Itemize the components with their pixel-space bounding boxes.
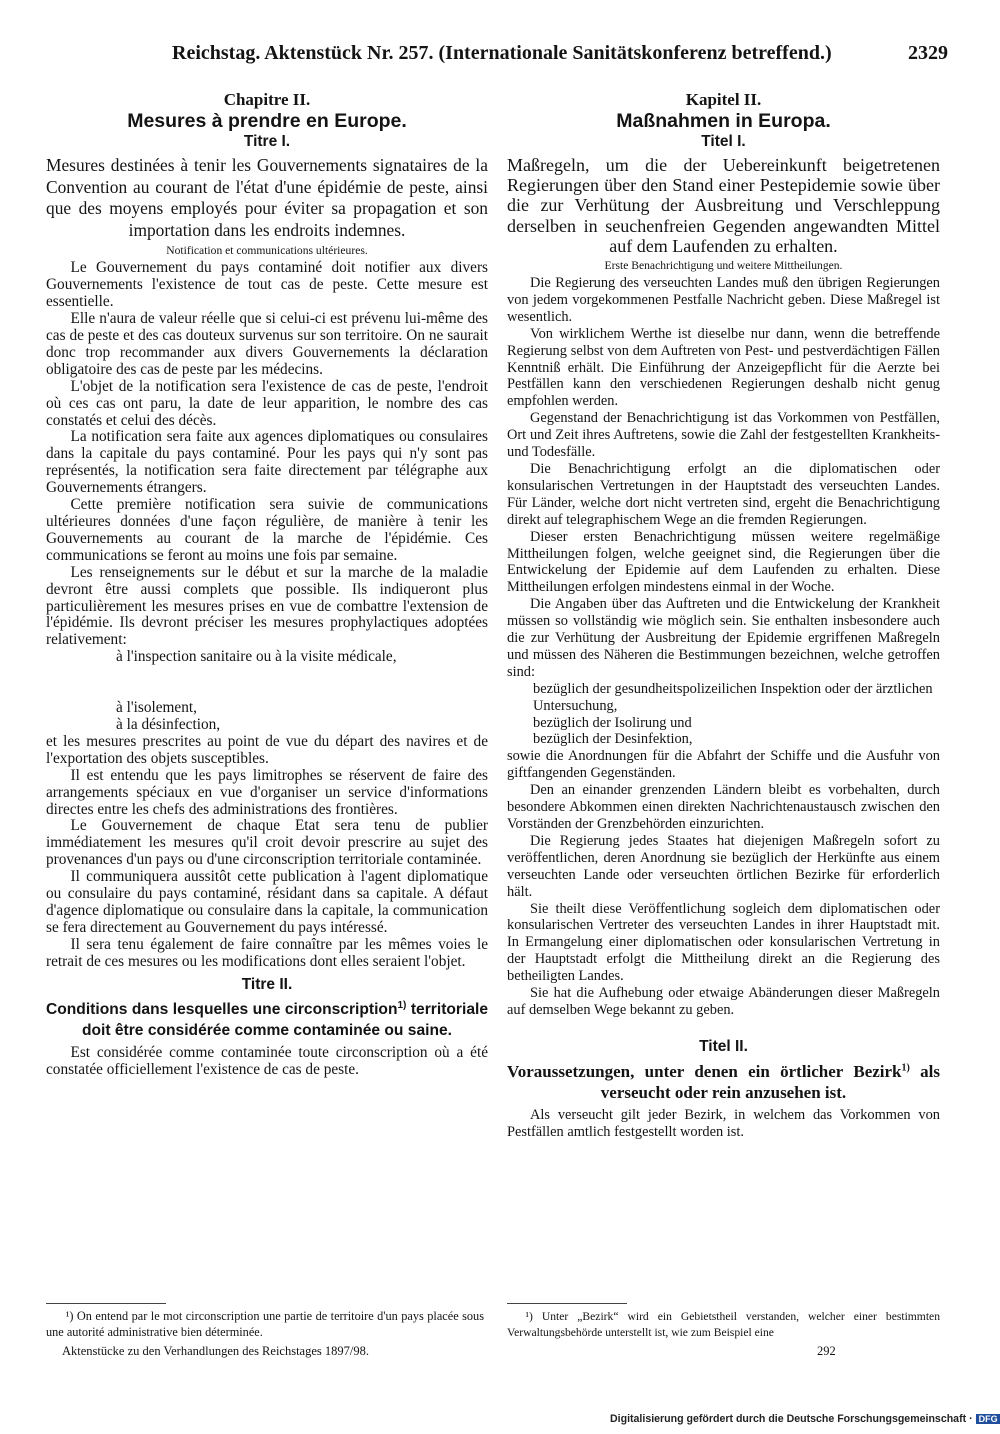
titre-description: Maßregeln, um die der Uebereinkunft beigetretenen Regierungen über den Stand einer Pestepidemie sowie über die zur Verhütung der Ausbreitung und Verschleppung derselben in seuchenfreien Gegenden angewandten Mittel auf dem Laufenden zu erhalten. (507, 155, 940, 256)
titre-description: Conditions dans lesquelles une circonscription$^{1)}$ territoriale doit être considérée comme contaminée ou saine. (46, 999, 488, 1039)
subheading: Erste Benachrichtigung und weitere Mittheilungen. (604, 259, 843, 273)
dfg-logo-icon: DFG (976, 1414, 1000, 1424)
paragraph: Elle n'aura de valeur réelle que si celui-ci est prévenu lui-même des cas de peste et des cas douteux survenus sur son territoire. On ne saurait donc trop recommander aux divers Gouvernements la déclaration obligatoire des cas de peste par les médecins. (46, 310, 488, 378)
list-item: à l'isolement, (116, 699, 197, 717)
list-item: bezüglich der Isolirung und (533, 714, 692, 731)
page-number: 2329 (908, 42, 948, 64)
paragraph: Est considérée comme contaminée toute circonscription où a été constatée officiellement l'existence de cas de peste. (46, 1043, 488, 1078)
paragraph: Cette première notification sera suivie de communications ultérieures données d'une façon régulière, de manière à tenir les Gouvernements au courant de la marche de l'épidémie. Ces communications se feront au moins une fois par semaine. (46, 496, 488, 564)
paragraph: Il sera tenu également de faire connaître par les mêmes voies le retrait de ces mesures ou les modifications dont elles seraient l'objet. (46, 935, 488, 970)
running-header (40, 42, 960, 68)
page-footer-left: Aktenstücke zu den Verhandlungen des Reichstages 1897/98. (62, 1344, 369, 1358)
titre-description: Mesures destinées à tenir les Gouvernements signataires de la Convention au courant de l'état d'une épidémie de peste, ainsi que des moyens employés pour éviter sa propagation et son importation dans les endroits indemnes. (46, 155, 488, 240)
paragraph: et les mesures prescrites au point de vue du départ des navires et de l'exportation des objets susceptibles. (46, 732, 488, 767)
list-item: à l'inspection sanitaire ou à la visite médicale, (116, 648, 397, 666)
paragraph: sowie die Anordnungen für die Abfahrt der Schiffe und die Ausfuhr von giftfangenden Gegenständen. (507, 748, 940, 782)
subheading: Notification et communications ultérieures. (166, 244, 368, 258)
titre-heading: Titre I. (243, 133, 291, 150)
paragraph: Sie theilt diese Veröffentlichung sogleich dem diplomatischen oder konsularischen Vertreter des verseuchten Landes in ihrer Hauptstadt mit. In Ermangelung einer diplomatischen oder konsularischen Vertretung in der Hauptstadt erfolgt die Mittheilung direkt an die Regierung des betheiligten Landes. (507, 900, 940, 985)
paragraph: Von wirklichem Werthe ist dieselbe nur dann, wenn die betreffende Regierung selbst von dem Auftreten von Pest- und pestverdächtigen Fällen Kenntniß erhält. Die Einführung der Anzeigepflicht für die Aerzte bei Pestfällen kann den verschiedenen Regierungen deshalb nicht genug empfohlen werden. (507, 325, 940, 410)
paragraph: Sie hat die Aufhebung oder etwaige Abänderungen dieser Maßregeln auf demselben Wege bekannt zu geben. (507, 985, 940, 1018)
page-footer-number: 292 (817, 1344, 836, 1358)
titre-heading: Titre II. (241, 975, 293, 993)
paragraph: Dieser ersten Benachrichtigung müssen weitere regelmäßige Mittheilungen folgen, welche geeignet sind, die Regierungen über die Entwickelung der Epidemie auf dem Laufenden zu erhalten. Diese Mittheilungen erfolgen mindestens einmal in der Woche. (507, 528, 940, 596)
paragraph: Le Gouvernement de chaque Etat sera tenu de publier immédiatement les mesures qu'il croit devoir prescrire au sujet des provenances d'un pays ou d'une circonscription territoriale contaminée. (46, 817, 488, 869)
paragraph: Gegenstand der Benachrichtigung ist das Vorkommen von Pestfällen, Ort und Zeit ihres Auftretens, sowie die Zahl der festgestellten Krankheits- und Todesfälle. (507, 410, 940, 461)
paragraph: Die Benachrichtigung erfolgt an die diplomatischen oder konsularischen Vertretungen in der Hauptstadt des verseuchten Landes. Für Länder, welche dort nicht vertreten sind, ergeht die Benachrichtigung direkt auf telegraphischem Wege an die fremden Regierungen. (507, 460, 940, 528)
section-heading: Maßnahmen in Europa. (616, 110, 831, 132)
running-title: Reichstag. Aktenstück Nr. 257. (Internationale Sanitätskonferenz betreffend.) (172, 42, 832, 64)
footnote: ¹) On entend par le mot circonscription une partie de territoire d'un pays placée sous une autorité administrative bien déterminée. (46, 1309, 484, 1339)
digitization-text: Digitalisierung gefördert durch die Deutsche Forschungsgemeinschaft · (610, 1413, 973, 1425)
paragraph: Die Angaben über das Auftreten und die Entwickelung der Krankheit müssen so vollständig wie möglich sein. Sie enthalten insbesondere auch die zur Verhütung der Ausbreitung der Epidemie ergriffenen Maßregeln und müssen des Näheren die Bestimmungen bezeichnen, welche getroffen sind: (507, 596, 940, 680)
paragraph: Il communiquera aussitôt cette publication à l'agent diplomatique ou consulaire du pays contaminé, résidant dans sa capitale. A défaut d'agence diplomatique ou consulaire dans la capitale, la communication se fera directement au Gouvernement du pays intéressé. (46, 868, 488, 936)
chapter-heading: Kapitel II. (685, 90, 762, 109)
paragraph: Les renseignements sur le début et sur la marche de la maladie devront être aussi complets que possible. Ils indiqueront plus particulièrement les mesures prises en vue de combattre l'extension de l'épidémie. Ils devront préciser les mesures prophylactiques adoptées relativement: (46, 563, 488, 649)
footnote: ¹) Unter „Bezirk“ wird ein Gebietstheil verstanden, welcher einer bestimmten Verwaltungsbehörde unterstellt ist, wie zum Beispiel eine (507, 1310, 940, 1339)
paragraph: Il est entendu que les pays limitrophes se réservent de faire des arrangements spéciaux en vue d'organiser un service d'informations directes entre les chefs des administrations des frontières. (46, 766, 488, 818)
paragraph: Den an einander grenzenden Ländern bleibt es vorbehalten, durch besondere Abkommen einen direkten Nachrichtenaustausch zwischen den Vorständen der Grenzbehörden einzurichten. (507, 782, 940, 833)
paragraph: Die Regierung des verseuchten Landes muß den übrigen Regierungen von jedem vorgekommenen Pestfalle Nachricht geben. Diese Maßregel ist wesentlich. (507, 275, 940, 325)
footnote-rule (46, 1303, 166, 1304)
footnote-rule (507, 1303, 627, 1304)
titre-heading: Titel I. (701, 133, 746, 150)
digitization-credit (610, 1413, 1000, 1425)
titre-description: Voraussetzungen, unter denen ein örtlicher Bezirk$^{1)}$ als verseucht oder rein anzusehen ist. (507, 1061, 940, 1102)
list-item: à la désinfection, (116, 716, 221, 734)
list-item: bezüglich der gesundheitspolizeilichen Inspektion oder der ärztlichen Untersuchung, (533, 680, 933, 714)
titre-heading: Titel II. (699, 1037, 748, 1055)
paragraph: L'objet de la notification sera l'existence de cas de peste, l'endroit où ces cas ont paru, la date de leur apparition, le nombre des cas constatés et celui des décès. (46, 377, 488, 429)
paragraph: Die Regierung jedes Staates hat diejenigen Maßregeln sofort zu veröffentlichen, deren Anordnung sie bezüglich der Herkünfte aus einem verseuchten Lande oder verseuchten örtlichen Bezirke für erforderlich hält. (507, 832, 940, 900)
left-column-french (46, 90, 488, 1078)
chapter-heading: Chapitre II. (223, 90, 311, 109)
spacer (46, 666, 488, 700)
footnote-marker: 1) (901, 1062, 910, 1074)
footnote-marker: 1) (397, 999, 407, 1011)
paragraph: Le Gouvernement du pays contaminé doit notifier aux divers Gouvernements l'existence de tout cas de peste. Cette mesure est essentielle. (46, 259, 488, 311)
list-item: bezüglich der Desinfektion, (533, 731, 693, 748)
right-column-german (507, 90, 940, 1141)
paragraph: Als verseucht gilt jeder Bezirk, in welchem das Vorkommen von Pestfällen amtlich festgestellt worden ist. (507, 1106, 940, 1140)
section-heading: Mesures à prendre en Europe. (127, 110, 407, 132)
paragraph: La notification sera faite aux agences diplomatiques ou consulaires dans la capitale du pays contaminé. Pour les pays qui n'y sont pas représentés, la notification sera faite directement par télégraphe aux Gouvernements étrangers. (46, 428, 488, 497)
